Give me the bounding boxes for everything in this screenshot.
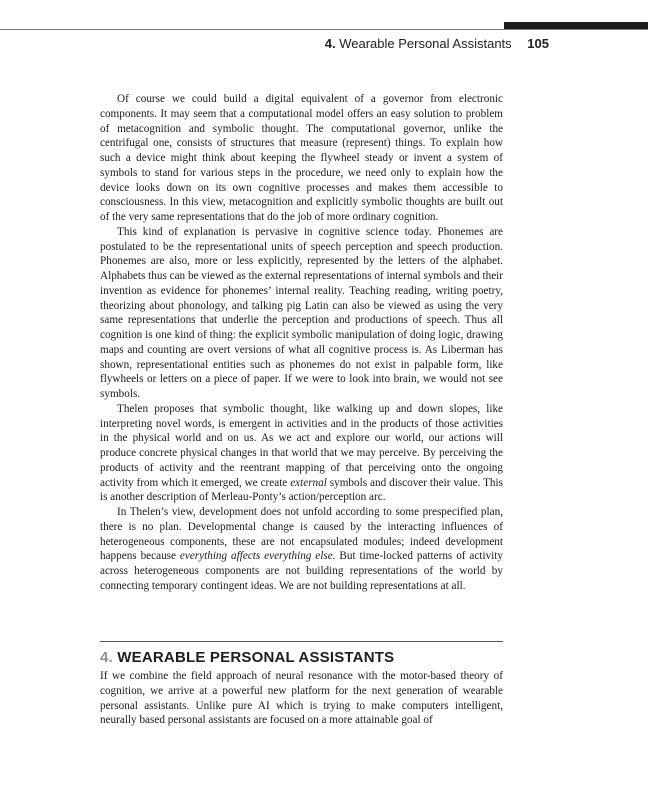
section-heading-title: WEARABLE PERSONAL ASSISTANTS <box>117 649 395 666</box>
header-bar <box>504 22 648 29</box>
paragraph-1: Of course we could build a digital equivalent of a governor from electronic components. It may seem that a computational model offers an easy solution to problem of metacognition and symbolic thought. The computational governor, unlike the centrifugal one, consists of structures that measure (represent) things. To explain how such a device might think about keeping the flywheel steady or invent a system of symbols to stand for various steps in the procedure, we need only to explain how the device looks down on its own cognitive processes and makes them accessible to consciousness. In this view, metacognition and explicitly symbolic thoughts are built out of the very same representations that do the job of more ordinary cognition. <box>100 93 503 223</box>
section-rule <box>100 641 503 642</box>
running-head-section-number: 4. <box>324 36 336 51</box>
running-head <box>325 36 549 51</box>
paragraph-4 <box>100 505 503 594</box>
page-number: 105 <box>527 36 549 51</box>
paragraph-2: This kind of explanation is pervasive in cognitive science today. Phonemes are postulated to be the representational units of speech perception and speech production. Phonemes are also, more or less explicitly, represented by the letters of the alphabet. Alphabets thus can be viewed as the external representations of internal symbols and their invention as evidence for phonemes’ internal reality. Teaching reading, writing poetry, theorizing about phonology, and talking pig Latin can also be viewed as using the very same representations that underlie the perception and productions of speech. Thus all cognition is one kind of thing: the explicit symbolic manipulation of doing logic, drawing maps and counting are overt versions of what all cognitive process is. As Liberman has shown, representational entities such as phonemes do not exist in palpable form, like flywheels or letters on a piece of paper. If we were to look into brain, we would not see symbols. <box>100 225 503 400</box>
paragraph-3-emphasis: external <box>290 476 327 489</box>
section-heading <box>100 649 394 666</box>
paragraph-4-emphasis: everything affects everything else. <box>179 550 336 563</box>
paragraph-3-text-end: symbols and discover their value. This is another description of Merleau-Ponty’s action/perception arc. <box>100 476 503 504</box>
header-rule <box>0 29 648 30</box>
section-body <box>100 669 503 728</box>
paragraph-4-text-end: But time-locked patterns of activity across heterogeneous components are not building representations of the world by connecting temporary contingent ideas. We are not building representations at all. <box>100 550 503 592</box>
paragraph-3 <box>100 402 503 505</box>
paragraph-3-text: Thelen proposes that symbolic thought, like walking up and down slopes, like interpreting novel words, is emergent in activities and in the products of those activities in the physical world and on us. As we act and explore our world, our actions will produce concrete physical changes in that world that we may perceive. By perceiving the products of activity and the reentrant mapping of that perceiving onto the ongoing activity from which it emerged, we create <box>100 402 503 489</box>
section-paragraph: If we combine the field approach of neural resonance with the motor-based theory of cognition, we arrive at a powerful new platform for the next generation of wearable personal assistants. Unlike pure AI which is trying to make computers intelligent, neurally based personal assistants are focused on a more attainable goal of <box>100 670 503 727</box>
section-heading-number: 4. <box>100 649 113 666</box>
body-text <box>100 92 503 594</box>
paragraph-4-text: In Thelen’s view, development does not unfold according to some prespecified plan, there is no plan. Developmental change is caused by the interacting influences of heterogeneous components, these are not encapsulated modules; indeed development happens because <box>100 506 503 563</box>
running-head-title: Wearable Personal Assistants <box>339 36 512 51</box>
